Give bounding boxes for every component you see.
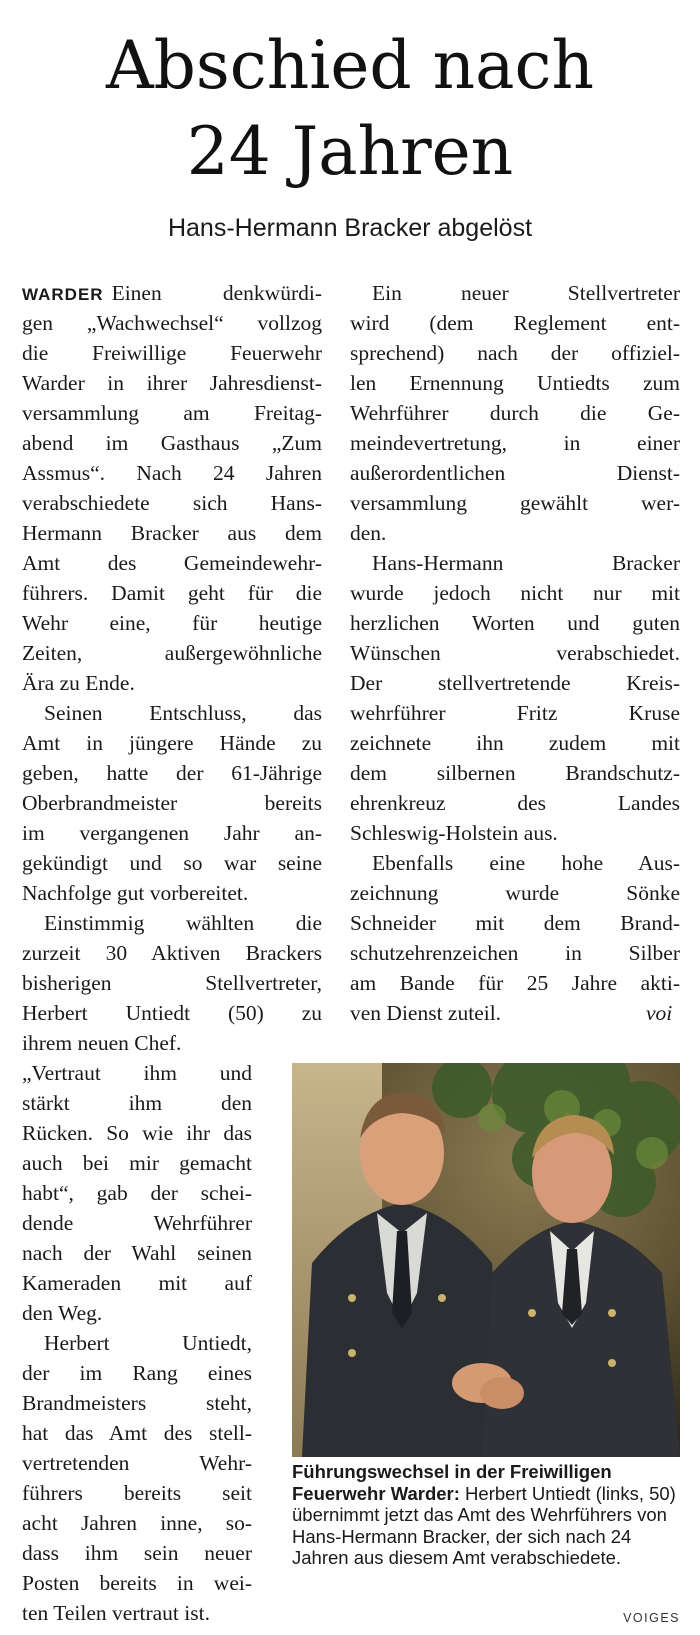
photo-two-firefighters-handshake-icon — [292, 1063, 680, 1457]
text-line: führers bereits seit — [22, 1481, 252, 1505]
text-line: der im Rang eines — [22, 1361, 252, 1385]
text-line: Nachfolge gut vorbereitet. — [22, 881, 249, 905]
text-line: zeichnung wurde Sönke — [350, 881, 680, 905]
text-line: herzlichen Worten und guten — [350, 611, 680, 635]
text-line: Kameraden mit auf — [22, 1271, 252, 1295]
text-line: „Vertraut ihm und — [22, 1061, 252, 1085]
text-line: len Ernennung Untiedts zum — [350, 371, 680, 395]
text-line: zurzeit 30 Aktiven Brackers — [22, 941, 322, 965]
text-line: schutzehrenzeichen in Silber — [350, 941, 680, 965]
text-line: Hermann Bracker aus dem — [22, 521, 322, 545]
text-line: Hans-Hermann Bracker — [372, 551, 680, 575]
text-line: Ära zu Ende. — [22, 671, 135, 695]
text-line: Ebenfalls eine hohe Aus- — [372, 851, 680, 875]
text-line: versammlung gewählt wer- — [350, 491, 680, 515]
text-line: stärkt ihm den — [22, 1091, 252, 1115]
text-line: Assmus“. Nach 24 Jahren — [22, 461, 322, 485]
text-line: die Freiwillige Feuerwehr — [22, 341, 322, 365]
text-line: vertretenden Wehr- — [22, 1451, 252, 1475]
caption-bold: Führungswechsel in der Freiwilligen Feuerwehr Warder: — [292, 1461, 612, 1504]
text-line: Wünschen verabschiedet. — [350, 641, 680, 665]
text-line: Der stellvertretende Kreis- — [350, 671, 680, 695]
text-line: außerordentlichen Dienst- — [350, 461, 680, 485]
text-line: gen „Wachwechsel“ vollzog — [22, 311, 322, 335]
dateline: WARDER — [22, 285, 104, 304]
text-line: Rücken. So wie ihr das — [22, 1121, 252, 1145]
text-line: dass ihm sein neuer — [22, 1541, 252, 1565]
text-line: dem silbernen Brandschutz- — [350, 761, 680, 785]
text-line: versammlung am Freitag- — [22, 401, 322, 425]
text-line: Seinen Entschluss, das — [44, 701, 322, 725]
text-line: im vergangenen Jahr an- — [22, 821, 322, 845]
text-line: ehrenkreuz des Landes — [350, 791, 680, 815]
text-line: geben, hatte der 61-Jährige — [22, 761, 322, 785]
text-line: ihrem neuen Chef. — [22, 1031, 182, 1055]
text-line: Warder in ihrer Jahresdienst- — [22, 371, 322, 395]
text-line: ten Teilen vertraut ist. — [22, 1601, 210, 1625]
photo-credit: VOIGES — [623, 1611, 680, 1625]
caption-text: Herbert Untiedt (links, 50) übernimmt jetzt das Amt des Wehrführers von Hans-Hermann Bracker, der sich nach 24 Jahren aus diesem Amt verabschiedete. — [292, 1482, 676, 1568]
text-line: Herbert Untiedt, — [44, 1331, 252, 1355]
headline-line-1: Abschied nach — [106, 27, 594, 104]
text-line: am Bande für 25 Jahre akti- — [350, 971, 680, 995]
author-tag: voi — [646, 1001, 673, 1025]
text-line: auch bei mir gemacht — [22, 1151, 252, 1175]
text-line: nach der Wahl seinen — [22, 1241, 252, 1265]
text-line: führers. Damit geht für die — [22, 581, 322, 605]
text-line: verabschiedete sich Hans- — [22, 491, 322, 515]
headline-line-2: 24 Jahren — [186, 113, 514, 190]
text-line: Amt in jüngere Hände zu — [22, 731, 322, 755]
subheadline: Hans-Hermann Bracker abgelöst — [167, 214, 533, 242]
text-line: gekündigt und so war seine — [22, 851, 322, 875]
text-line: wurde jedoch nicht nur mit — [350, 581, 680, 605]
photo-caption — [292, 1461, 680, 1569]
text-line: Posten bereits in wei- — [22, 1571, 252, 1595]
text-line: zeichnete ihn zudem mit — [350, 731, 680, 755]
text-line: den. — [350, 521, 387, 545]
text-line: Ein neuer Stellvertreter — [372, 281, 680, 305]
text-line: dende Wehrführer — [22, 1211, 252, 1235]
text-line: wird (dem Reglement ent- — [350, 311, 680, 335]
text-line: Wehr eine, für heutige — [22, 611, 322, 635]
article-photo — [292, 1063, 680, 1457]
text-line: Einstimmig wählten die — [44, 911, 322, 935]
text-line: abend im Gasthaus „Zum — [22, 431, 322, 455]
text-line: den Weg. — [22, 1301, 103, 1325]
text-line: acht Jahren inne, so- — [22, 1511, 252, 1535]
text-line: bisherigen Stellvertreter, — [22, 971, 322, 995]
text-line: Amt des Gemeindewehr- — [22, 551, 322, 575]
text-line: sprechend) nach der offiziel- — [350, 341, 680, 365]
text-line: Schleswig-Holstein aus. — [350, 821, 558, 845]
text-line: WARDER Einen denkwürdi- — [22, 281, 322, 305]
text-line: habt“, gab der schei- — [22, 1181, 252, 1205]
text-line: wehrführer Fritz Kruse — [350, 701, 680, 725]
text-line: Brandmeisters steht, — [22, 1391, 252, 1415]
text-line: Herbert Untiedt (50) zu — [22, 1001, 322, 1025]
text-line: Oberbrandmeister bereits — [22, 791, 322, 815]
text-line: ven Dienst zuteil. — [350, 1001, 502, 1025]
text-line: Zeiten, außergewöhnliche — [22, 641, 322, 665]
text-line: hat das Amt des stell- — [22, 1421, 252, 1445]
text-line: meindevertretung, in einer — [350, 431, 680, 455]
text-line: Wehrführer durch die Ge- — [350, 401, 680, 425]
text-line: Schneider mit dem Brand- — [350, 911, 680, 935]
